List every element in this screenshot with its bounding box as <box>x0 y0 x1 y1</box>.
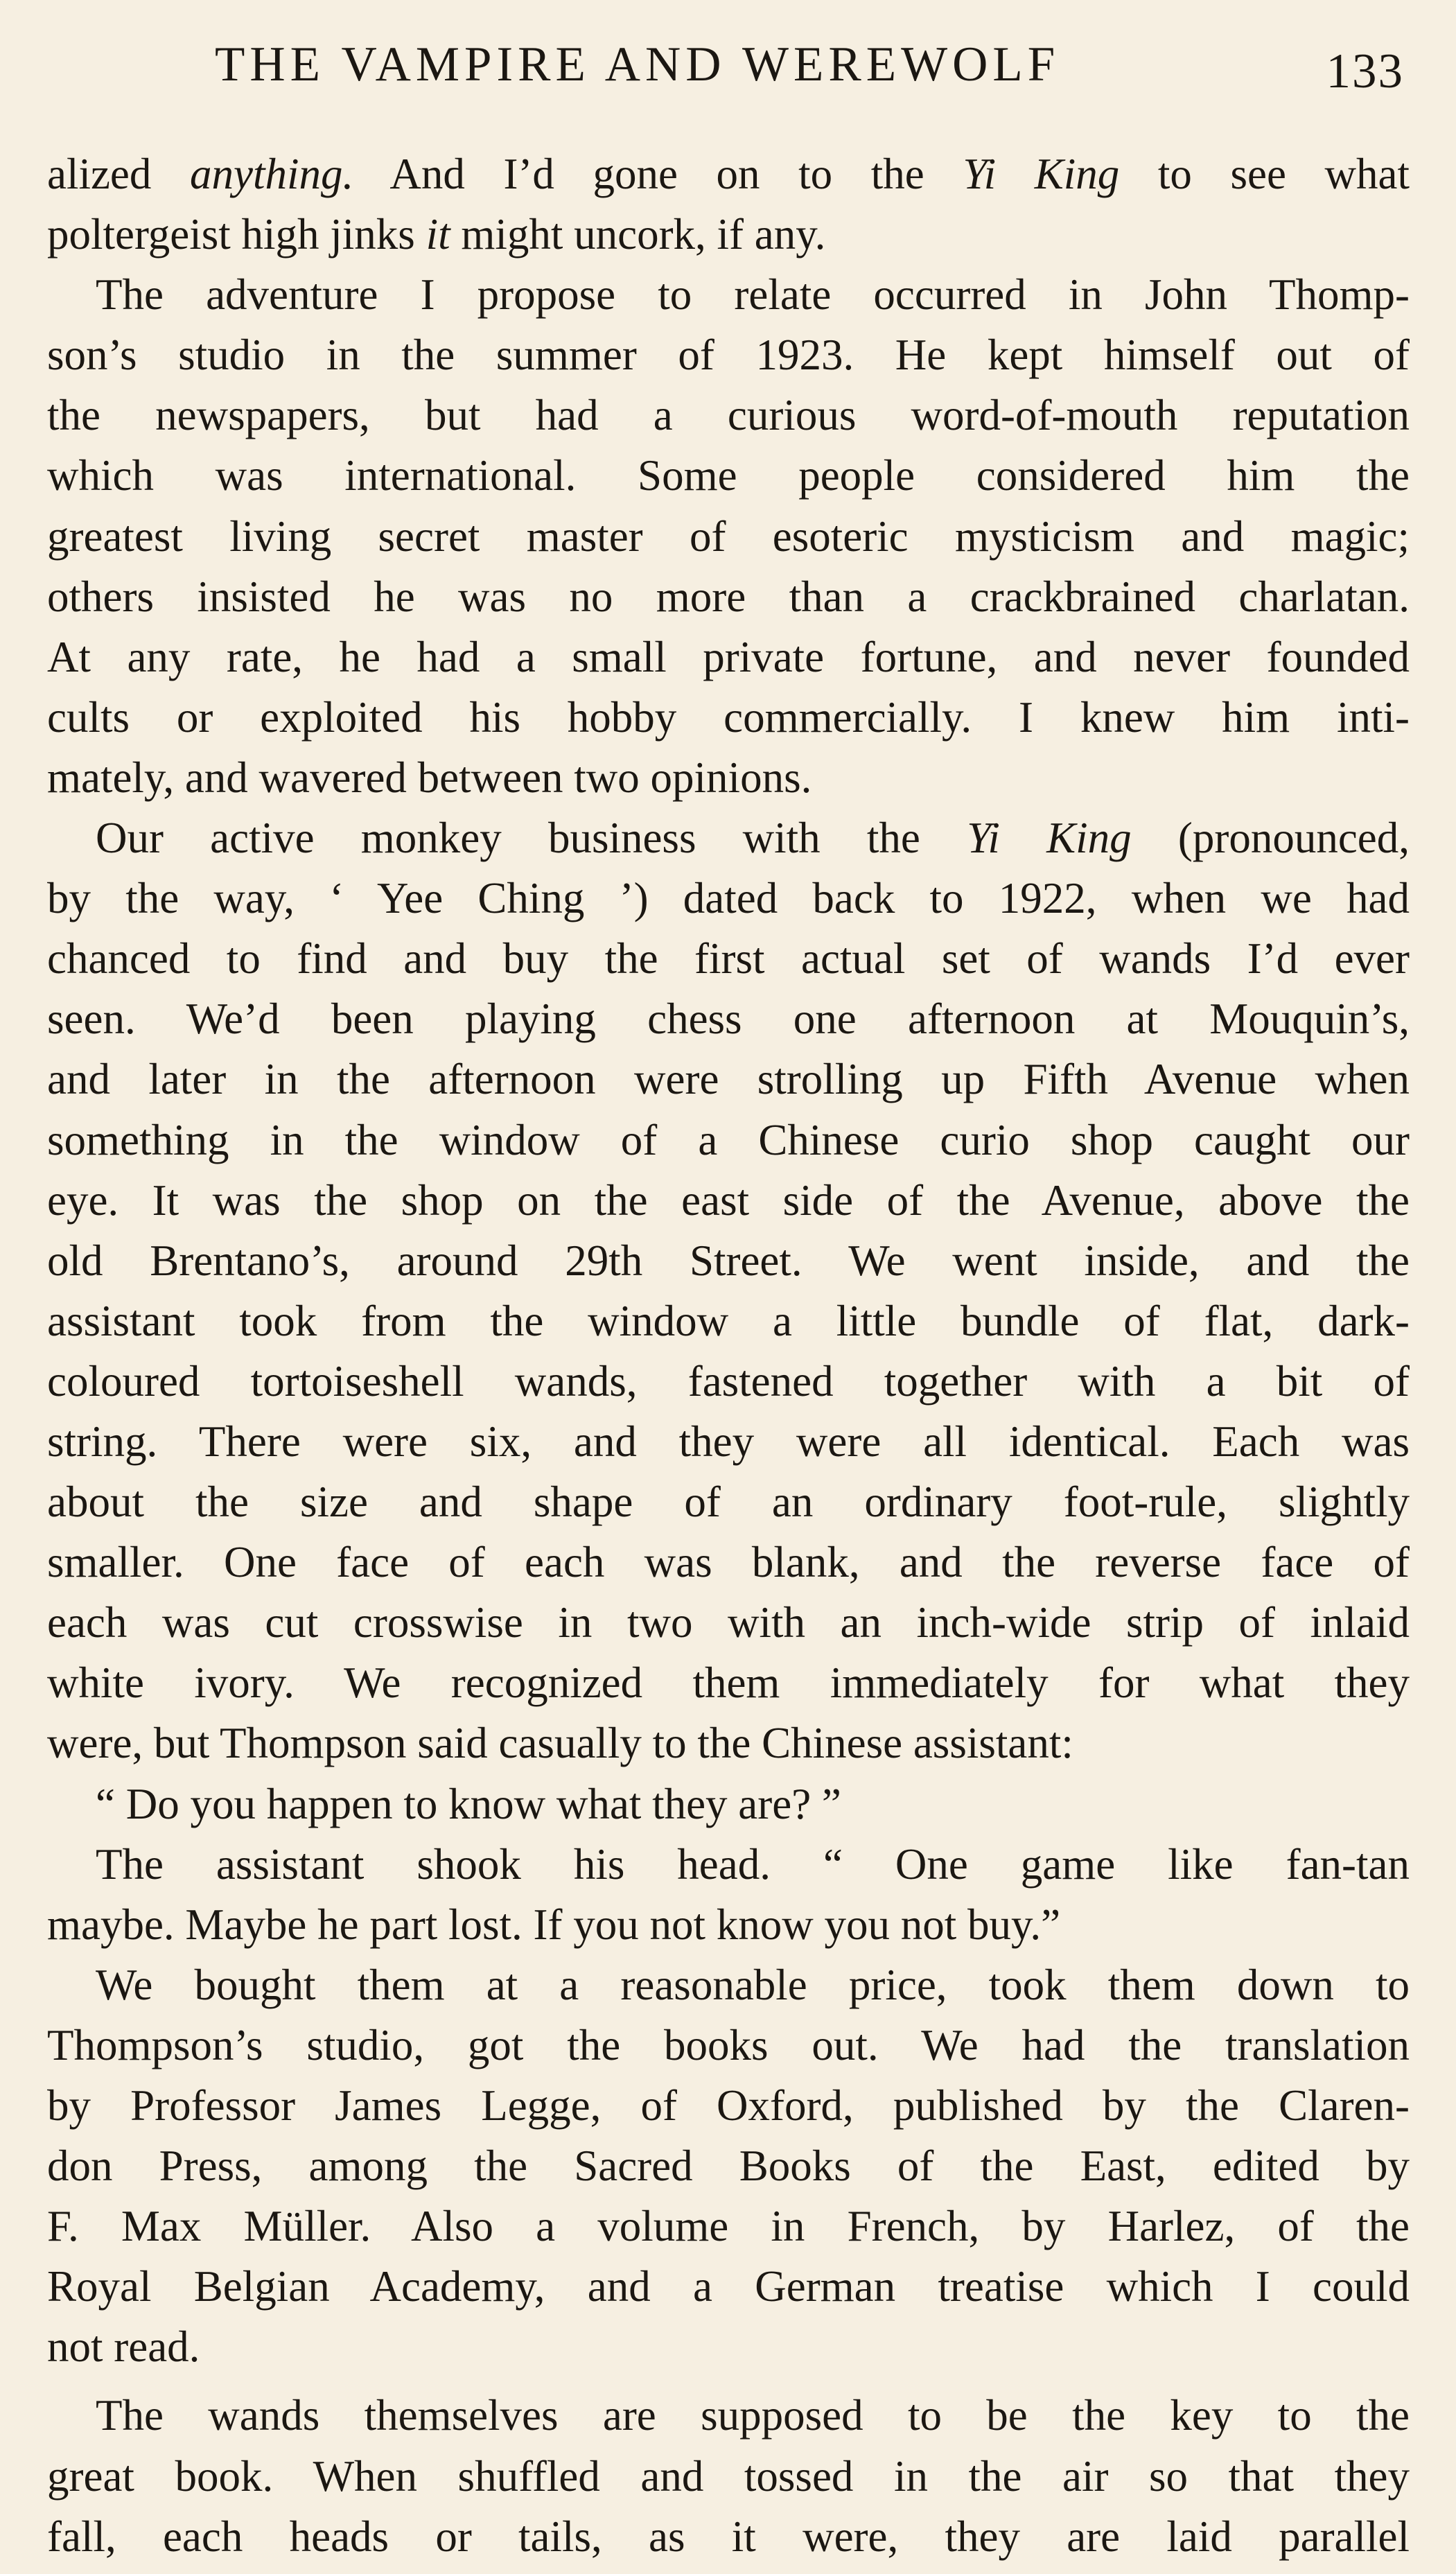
text-line <box>47 1472 1410 1532</box>
text-segment: At any rate, he had a small private fortune, and never founded <box>47 632 1410 681</box>
running-head <box>47 28 1410 97</box>
text-line <box>47 1049 1410 1110</box>
text-segment: son’s studio in the summer of 1923. He kept himself out of <box>47 331 1410 380</box>
text-segment: The adventure I propose to relate occurred in John Thomp- <box>96 270 1410 319</box>
text-segment: chanced to find and buy the first actual set of wands I’d ever <box>47 934 1410 983</box>
book-page <box>47 28 1410 2561</box>
text-segment: others insisted he was no more than a crackbrained charlatan. <box>47 572 1410 621</box>
text-segment: white ivory. We recognized them immediately for what they <box>47 1658 1410 1708</box>
text-segment: poltergeist high jinks <box>47 210 426 259</box>
text-line <box>47 868 1410 929</box>
text-segment: the newspapers, but had a curious word-of-mouth reputation <box>47 391 1410 440</box>
text-line <box>47 385 1410 446</box>
text-line <box>47 1412 1410 1472</box>
text-line <box>47 1835 1410 1895</box>
text-line <box>47 2136 1410 2196</box>
text-line <box>47 1593 1410 1653</box>
text-segment: (pronounced, <box>1131 814 1410 863</box>
text-line <box>47 808 1410 868</box>
text-segment: Royal Belgian Academy, and a German treatise which I could <box>47 2262 1410 2311</box>
text-line <box>47 325 1410 385</box>
text-line <box>47 2507 1410 2567</box>
text-line <box>47 567 1410 627</box>
text-segment: greatest living secret master of esoteric mysticism and magic; <box>47 511 1410 561</box>
text-segment: maybe. Maybe he part lost. If you not know you not buy.” <box>47 1900 1061 1949</box>
text-segment: Thompson’s studio, got the books out. We had the translation <box>47 2020 1410 2069</box>
text-line <box>47 204 1410 265</box>
text-segment: not read. <box>47 2322 200 2372</box>
text-line <box>47 446 1410 506</box>
text-segment: by the way, ‘ Yee Ching ’) dated back to 1922, when we had <box>47 874 1410 923</box>
text-line <box>47 1653 1410 1713</box>
text-line <box>47 929 1410 989</box>
text-line <box>47 1955 1410 2015</box>
text-line <box>47 2196 1410 2257</box>
text-segment: seen. We’d been playing chess one afternoon at Mouquin’s, <box>47 995 1410 1044</box>
italic-text: Yi King <box>963 150 1120 198</box>
italic-text: Yi King <box>967 814 1132 863</box>
text-line <box>47 2446 1410 2507</box>
text-segment: And I’d gone on to the <box>353 150 963 198</box>
text-line <box>47 507 1410 567</box>
text-segment: something in the window of a Chinese curio shop caught our <box>47 1115 1410 1164</box>
text-line <box>47 989 1410 1049</box>
page-number: 133 <box>1326 44 1404 98</box>
body-text <box>47 144 1410 2567</box>
text-line <box>47 265 1410 325</box>
text-segment: fall, each heads or tails, as it were, they are laid parallel <box>47 2512 1410 2561</box>
text-segment: which was international. Some people considered him the <box>47 451 1410 500</box>
text-line <box>47 2076 1410 2136</box>
text-line <box>47 1532 1410 1593</box>
text-segment: assistant took from the window a little bundle of flat, dark- <box>47 1296 1410 1345</box>
text-segment: The assistant shook his head. “ One game like fan-tan <box>96 1839 1410 1889</box>
text-line <box>47 1171 1410 1231</box>
text-segment: by Professor James Legge, of Oxford, published by the Claren- <box>47 2081 1410 2130</box>
text-segment: “ Do you happen to know what they are? ” <box>96 1779 841 1828</box>
text-line <box>47 1110 1410 1171</box>
text-segment: We bought them at a reasonable price, took them down to <box>96 1960 1410 2009</box>
text-segment: each was cut crosswise in two with an inch-wide strip of inlaid <box>47 1598 1410 1647</box>
text-segment: great book. When shuffled and tossed in the air so that they <box>47 2451 1410 2501</box>
text-segment: cults or exploited his hobby commercially. I knew him inti- <box>47 692 1410 742</box>
text-line <box>47 1291 1410 1351</box>
text-segment: and later in the afternoon were strolling up Fifth Avenue when <box>47 1055 1410 1104</box>
text-segment: string. There were six, and they were all identical. Each was <box>47 1417 1410 1466</box>
text-segment: The wands themselves are supposed to be the key to the <box>96 2391 1410 2440</box>
text-segment: F. Max Müller. Also a volume in French, by Harlez, of the <box>47 2202 1410 2251</box>
text-line <box>47 688 1410 748</box>
text-segment: might uncork, if any. <box>450 210 826 259</box>
text-segment: old Brentano’s, around 29th Street. We went inside, and the <box>47 1236 1410 1285</box>
text-segment: to see what <box>1119 150 1410 198</box>
text-line <box>47 627 1410 688</box>
text-line <box>47 2385 1410 2446</box>
text-segment: mately, and wavered between two opinions. <box>47 753 812 802</box>
italic-text: it <box>426 210 450 259</box>
text-line <box>47 2317 1410 2377</box>
text-segment: coloured tortoiseshell wands, fastened together with a bit of <box>47 1356 1410 1406</box>
text-line <box>47 2015 1410 2076</box>
running-title: THE VAMPIRE AND WEREWOLF <box>215 37 1060 91</box>
text-segment: alized <box>47 150 190 198</box>
text-line <box>47 1713 1410 1774</box>
text-segment: were, but Thompson said casually to the Chinese assistant: <box>47 1719 1073 1768</box>
text-segment: eye. It was the shop on the east side of the Avenue, above the <box>47 1175 1410 1225</box>
italic-text: anything. <box>190 150 354 198</box>
text-line <box>47 1895 1410 1955</box>
text-segment: don Press, among the Sacred Books of the East, edited by <box>47 2142 1410 2191</box>
text-line <box>47 1774 1410 1835</box>
text-line <box>47 144 1410 204</box>
text-line <box>47 748 1410 808</box>
text-line <box>47 1351 1410 1412</box>
text-segment: Our active monkey business with the <box>96 814 967 863</box>
text-segment: about the size and shape of an ordinary foot-rule, slightly <box>47 1478 1410 1527</box>
text-line <box>47 2257 1410 2317</box>
text-line <box>47 1231 1410 1291</box>
text-segment: smaller. One face of each was blank, and the reverse face of <box>47 1538 1410 1587</box>
